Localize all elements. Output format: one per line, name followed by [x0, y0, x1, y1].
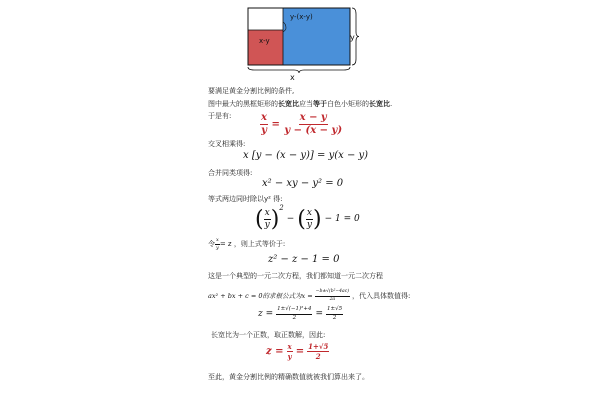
eq4-exponent: 2 — [279, 204, 284, 212]
text-line-2-part: . — [390, 100, 393, 108]
text-line-10: 长宽比为一个正数，取正数解，因此: — [211, 331, 326, 339]
eq4-num-b: x — [306, 207, 312, 218]
label-x: x — [290, 73, 295, 82]
red-rectangle — [248, 30, 283, 65]
eq8-lhs: z = — [266, 346, 284, 357]
eq4-den-b: y — [306, 219, 312, 230]
equation-4: ( $\frac{x}{y}$ ) $^2$ − ( $\frac{x}{y}$ ) − 1 = 0 — [255, 204, 360, 232]
eq7-den1: 2 — [292, 314, 297, 321]
label-top-right: y-(x-y) — [290, 13, 313, 21]
eq5-den: y — [216, 245, 219, 251]
golden-ratio-diagram — [230, 0, 370, 84]
formula-num: −b±√(b²−4ac) — [315, 290, 350, 297]
equation-2: x [y − (x − y)] = y(x − y) — [243, 150, 369, 161]
eq7-num1: 1±√(−1)²+4 — [276, 307, 312, 315]
text-line-9-part: ax² + bx + c = 0的求根公式为x = — [208, 291, 313, 300]
eq7-den2: 2 — [332, 314, 337, 321]
formula-den: 2a — [329, 296, 336, 302]
eq8-den1: y — [287, 352, 292, 361]
eq1-lhs-num: x — [261, 112, 267, 123]
equation-6: z² − z − 1 = 0 — [268, 254, 340, 265]
brace-bottom — [248, 67, 350, 73]
eq1-lhs-den: y — [261, 125, 267, 136]
eq8-den2: 2 — [315, 352, 321, 361]
text-line-3: 于是有: — [208, 112, 232, 120]
eq7-equals: = — [315, 309, 324, 319]
text-line-7-part: = z ，则上式等价于: — [219, 240, 286, 248]
white-rectangle — [248, 8, 283, 30]
eq8-num1: x — [287, 342, 292, 351]
text-line-7 — [208, 238, 285, 251]
equation-8 — [266, 343, 329, 360]
eq5-num: x — [216, 237, 219, 243]
text-line-11: 至此，黄金分割比例的精确数值就被我们算出来了。 — [208, 373, 369, 381]
label-bottom-left: x-y — [259, 37, 270, 45]
text-line-2-bold: 长宽比 — [369, 100, 390, 108]
text-line-7-part: 令 — [208, 240, 215, 248]
text-line-2-part: 白色小矩形的 — [327, 100, 369, 108]
eq4-den-a: y — [264, 219, 270, 230]
text-line-8: 这是一个典型的一元二次方程，我们都知道一元二次方程 — [208, 272, 383, 280]
eq8-equals: = — [295, 346, 305, 357]
text-line-2-bold: 长宽比 — [278, 100, 299, 108]
eq1-equals: = — [271, 119, 280, 130]
equation-1 — [260, 113, 343, 136]
eq4-minus: − — [286, 214, 295, 224]
text-line-2-bold: 等于 — [313, 100, 327, 108]
equation-7 — [258, 307, 343, 321]
eq4-tail: − 1 = 0 — [324, 214, 360, 224]
equation-3: x² − xy − y² = 0 — [262, 178, 344, 189]
eq4-num-a: x — [264, 207, 270, 218]
text-line-2 — [208, 100, 392, 109]
eq1-rhs-num: x − y — [299, 112, 327, 123]
text-line-9 — [208, 290, 410, 302]
eq7-lhs: z = — [258, 309, 274, 319]
text-line-6: 等式两边同时除以y² 得: — [208, 195, 283, 203]
eq7-num2: 1±√5 — [326, 307, 343, 315]
eq1-rhs-den: y − (x − y) — [284, 125, 343, 136]
label-y: y — [350, 33, 355, 42]
text-line-2-part: 应当 — [299, 100, 313, 108]
text-line-9-part: ，代入具体数值得: — [352, 291, 411, 300]
eq8-num2: 1+√5 — [308, 342, 329, 351]
text-line-1: 要满足黄金分割比例的条件, — [208, 87, 295, 95]
text-line-5: 合并同类项得: — [208, 169, 253, 177]
text-line-4: 交叉相乘得: — [208, 140, 246, 148]
text-line-2-part: 图中最大的黑框矩形的 — [208, 100, 278, 108]
